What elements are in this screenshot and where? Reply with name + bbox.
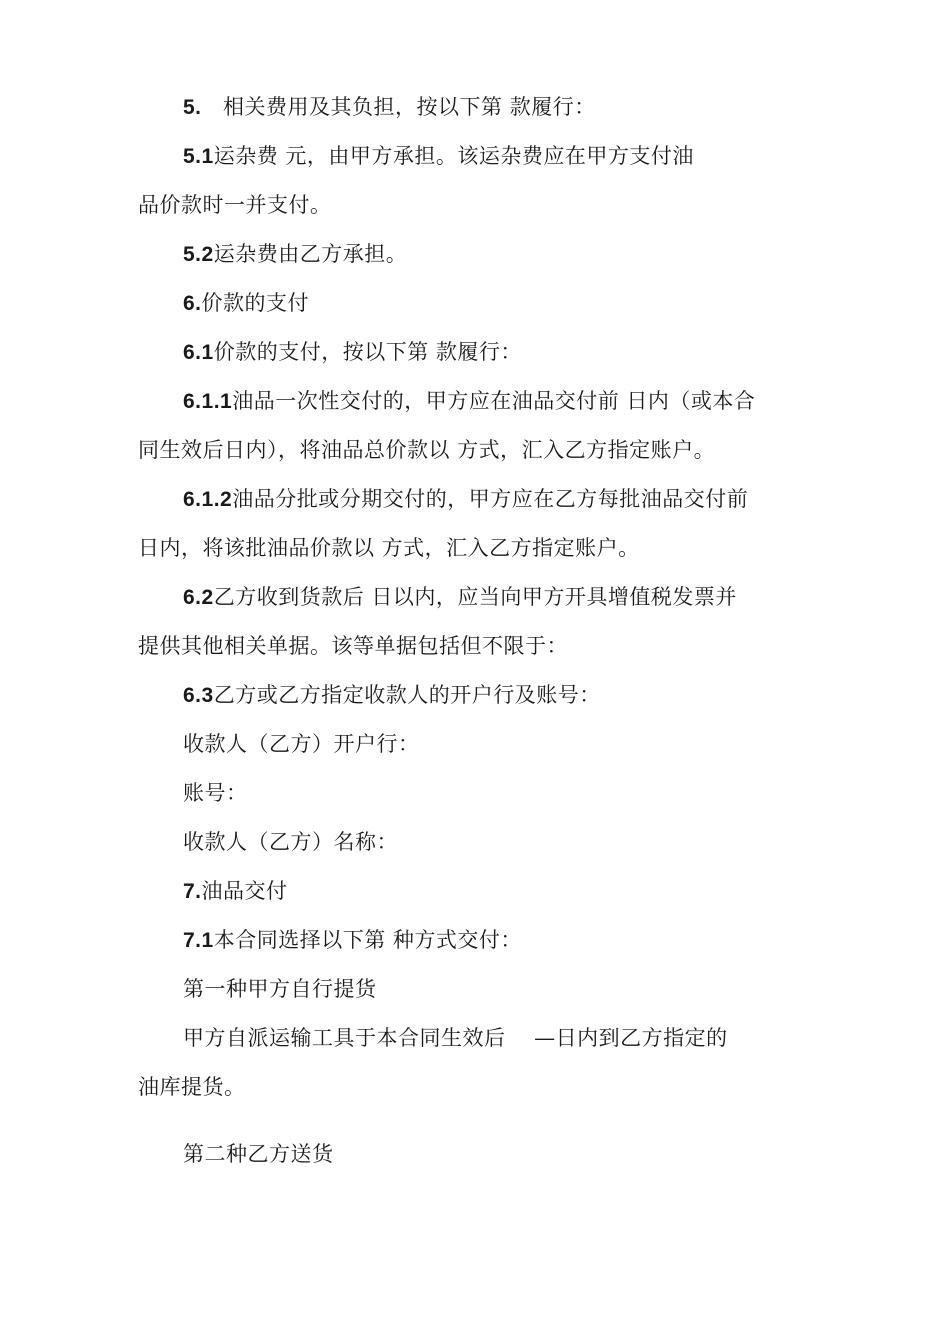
clause-6-1	[183, 338, 522, 367]
account-number-line	[183, 779, 248, 807]
clause-text: 乙方收到货款后 日以内，应当向甲方开具增值税发票并	[213, 585, 737, 609]
clause-text: 收款人（乙方）名称：	[183, 830, 398, 854]
clause-text: 运杂费由乙方承担。	[213, 242, 408, 266]
clause-5-1-continued	[138, 191, 332, 219]
clause-number: 6.1.2	[183, 488, 233, 511]
clause-text: 油品分批或分期交付的，甲方应在乙方每批油品交付前	[232, 487, 749, 511]
clause-text: 同生效后日内），将油品总价款以 方式，汇入乙方指定账户。	[138, 438, 716, 462]
clause-text: 日内，将该批油品价款以 方式，汇入乙方指定账户。	[138, 536, 640, 560]
clause-5-2	[183, 240, 407, 269]
clause-7-heading	[183, 877, 288, 906]
clause-number: 6.	[183, 292, 202, 315]
clause-text: 乙方或乙方指定收款人的开户行及账号：	[213, 683, 601, 707]
clause-5-heading	[183, 93, 596, 122]
clause-6-2-continued	[138, 632, 568, 660]
clause-text: 相关费用及其负担，按以下第 款履行：	[201, 95, 596, 119]
clause-6-2	[183, 583, 737, 612]
clause-text: 账号：	[183, 781, 248, 805]
clause-number: 6.1	[183, 341, 214, 364]
clause-text: 油品交付	[201, 879, 288, 903]
clause-text: 甲方自派运输工具于本合同生效后 —日内到乙方指定的	[183, 1026, 728, 1050]
clause-5-1	[183, 142, 694, 171]
clause-6-1-2	[183, 485, 748, 514]
clause-text: 第二种乙方送货	[183, 1142, 334, 1166]
payee-bank-line	[183, 730, 420, 758]
clause-number: 7.	[183, 880, 202, 903]
clause-text: 品价款时一并支付。	[138, 193, 332, 217]
clause-7-1	[183, 926, 522, 955]
clause-number: 5.2	[183, 243, 214, 266]
delivery-option-2-heading	[183, 1140, 334, 1168]
payee-name-line	[183, 828, 398, 856]
delivery-option-1-continued	[138, 1073, 246, 1101]
clause-6-1-1-continued	[138, 436, 715, 464]
clause-6-heading	[183, 289, 309, 318]
clause-number: 7.1	[183, 929, 214, 952]
clause-text: 第一种甲方自行提货	[183, 977, 377, 1001]
clause-text: 价款的支付	[201, 291, 310, 315]
clause-number: 6.2	[183, 586, 214, 609]
clause-text: 油品一次性交付的，甲方应在油品交付前 日内（或本合	[232, 389, 756, 413]
clause-text: 运杂费 元，由甲方承担。该运杂费应在甲方支付油	[213, 144, 694, 168]
clause-6-1-2-continued	[138, 534, 640, 562]
clause-text: 收款人（乙方）开户行：	[183, 732, 420, 756]
delivery-option-1-heading	[183, 975, 377, 1003]
delivery-option-1-text	[183, 1024, 728, 1052]
clause-text: 本合同选择以下第 种方式交付：	[213, 928, 522, 952]
clause-6-1-1	[183, 387, 755, 416]
clause-6-3	[183, 681, 601, 710]
clause-number: 5.1	[183, 145, 214, 168]
clause-text: 价款的支付，按以下第 款履行：	[213, 340, 522, 364]
clause-number: 6.3	[183, 684, 214, 707]
clause-text: 提供其他相关单据。该等单据包括但不限于：	[138, 634, 568, 658]
clause-text: 油库提货。	[138, 1075, 246, 1099]
clause-number: 6.1.1	[183, 390, 233, 413]
clause-number: 5.	[183, 96, 202, 119]
